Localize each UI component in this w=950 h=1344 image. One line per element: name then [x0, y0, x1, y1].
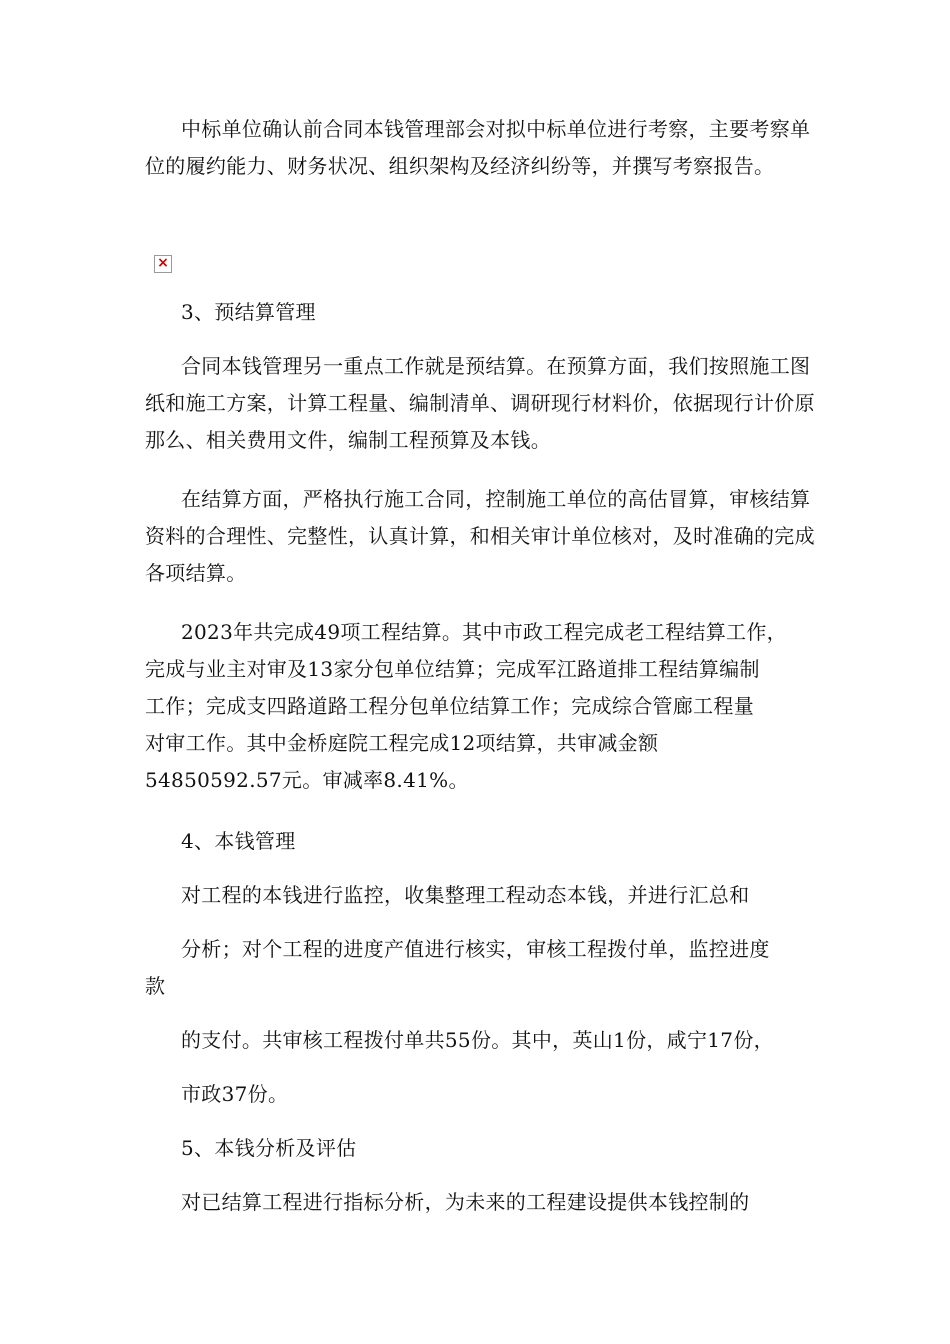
- cost-line-1: 对工程的本钱进行监控，收集整理工程动态本钱，并进行汇总和: [181, 883, 750, 907]
- cost-line-4: 的支付。共审核工程拨付单共55份。其中，英山1份，咸宁17份，: [181, 1028, 774, 1052]
- broken-image-icon: ×: [154, 255, 172, 273]
- cost-line-3: 款: [145, 974, 166, 998]
- paragraph-2023-line-1: 2023年共完成49项工程结算。其中市政工程完成老工程结算工作，: [181, 620, 787, 644]
- paragraph-budget: 合同本钱管理另一重点工作就是预结算。在预算方面，我们按照施工图纸和施工方案，计算工程量、编制清单、调研现行材料价，依据现行计价原那么、相关费用文件，编制工程预算及本钱。: [145, 354, 815, 452]
- paragraph-settlement: 在结算方面，严格执行施工合同，控制施工单位的高估冒算，审核结算资料的合理性、完整性，认真计算，和相关审计单位核对，及时准确的完成各项结算。: [145, 487, 815, 585]
- paragraph-2023-line-5: 54850592.57元。审减率8.41%。: [145, 768, 469, 792]
- paragraph-inspection: 中标单位确认前合同本钱管理部会对拟中标单位进行考察，主要考察单位的履约能力、财务状况、组织架构及经济纠纷等，并撰写考察报告。: [145, 117, 811, 178]
- paragraph-2023-line-3: 工作；完成支四路道路工程分包单位结算工作；完成综合管廊工程量: [145, 694, 754, 718]
- heading-cost-management: 4、本钱管理: [181, 829, 296, 853]
- paragraph-2023-line-4: 对审工作。其中金桥庭院工程完成12项结算，共审减金额: [145, 731, 659, 755]
- heading-budget-settlement: 3、预结算管理: [181, 300, 316, 324]
- paragraph-2023-line-2: 完成与业主对审及13家分包单位结算；完成军江路道排工程结算编制: [145, 657, 760, 681]
- cost-line-5: 市政37份。: [181, 1082, 289, 1106]
- cost-line-2: 分析；对个工程的进度产值进行核实，审核工程拨付单，监控进度: [181, 937, 770, 961]
- paragraph-analysis: 对已结算工程进行指标分析，为未来的工程建设提供本钱控制的: [181, 1190, 750, 1214]
- heading-cost-analysis: 5、本钱分析及评估: [181, 1136, 357, 1160]
